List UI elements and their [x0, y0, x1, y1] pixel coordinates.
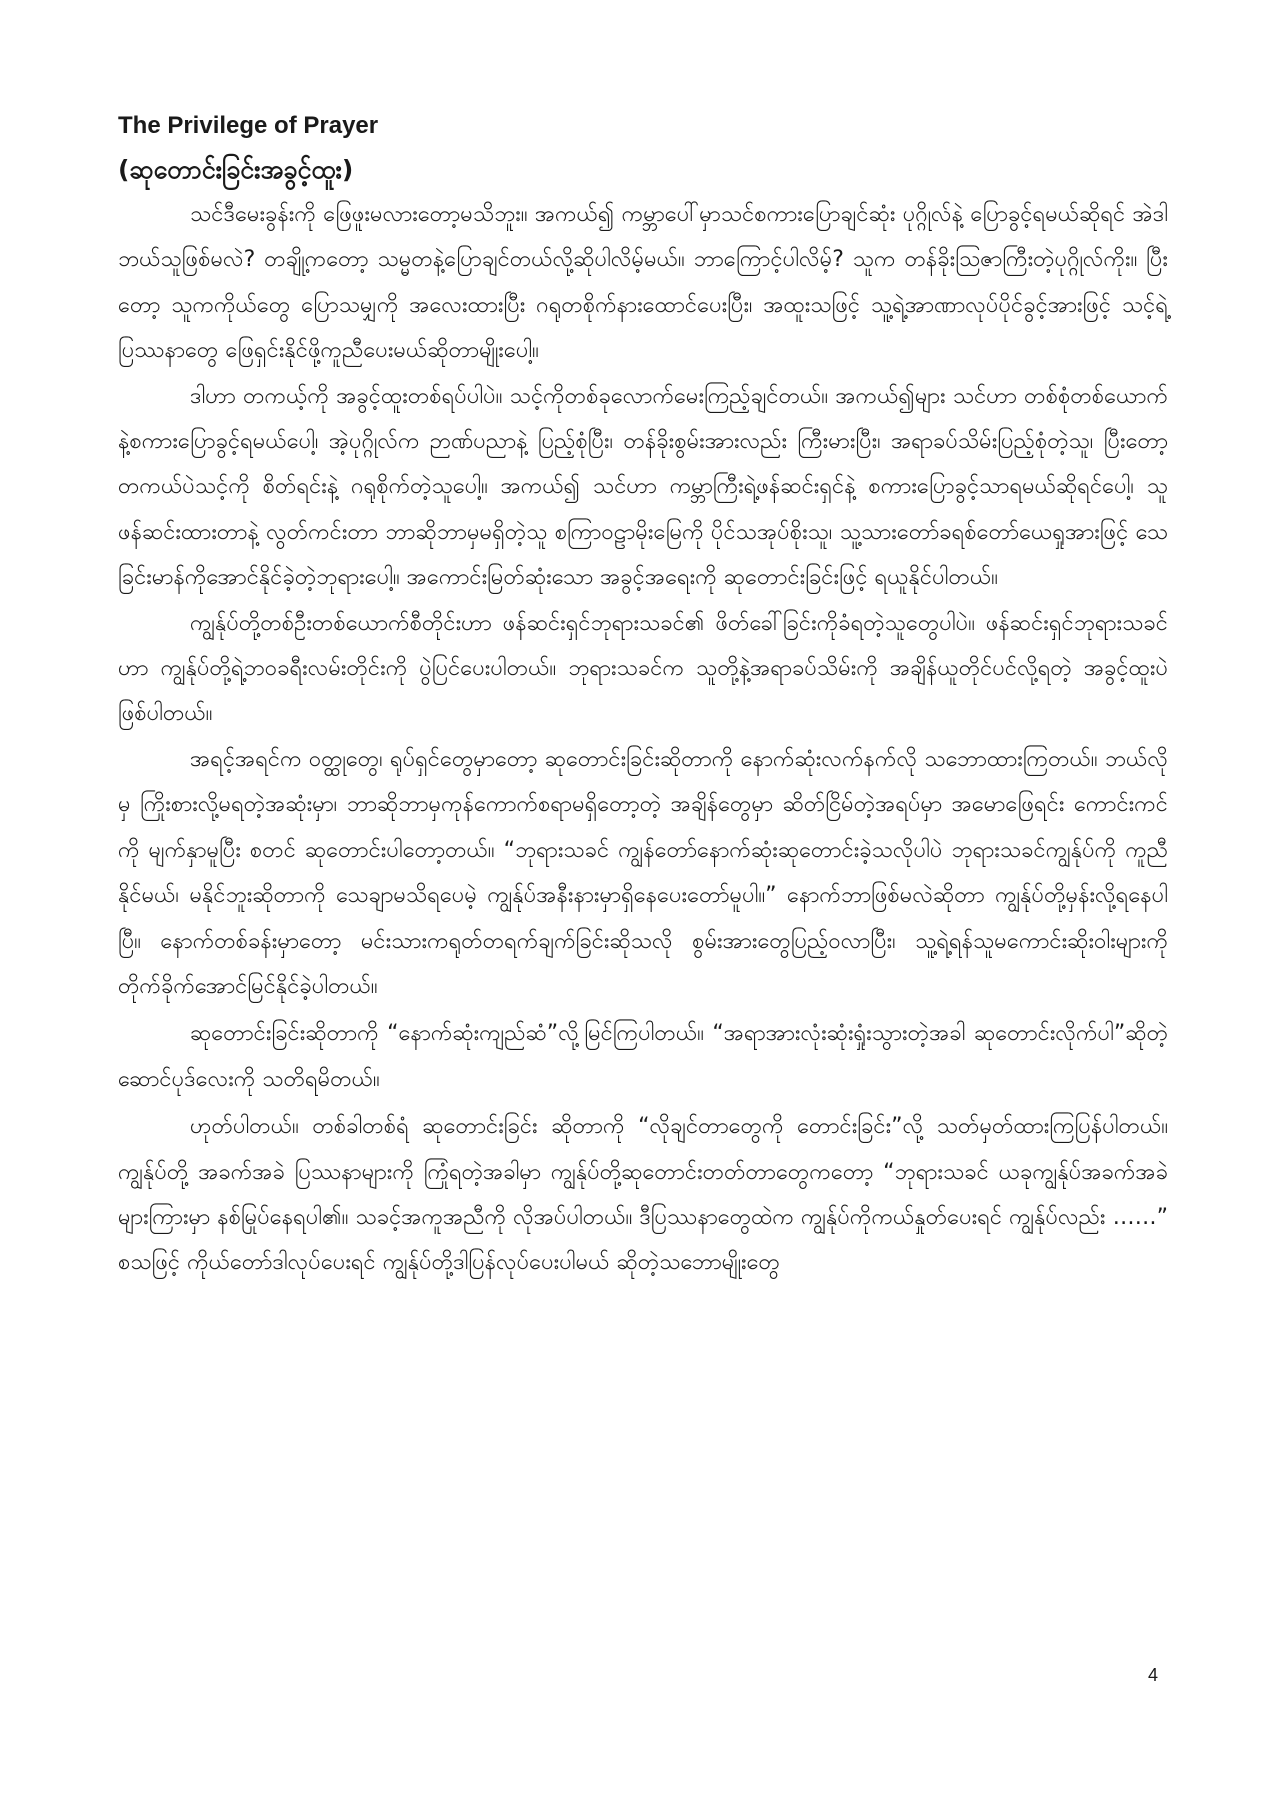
paragraph: ကျွန်ုပ်တို့တစ်ဦးတစ်ယောက်စီတိုင်းဟာ ဖန်ဆင်းရှင်ဘုရားသခင်၏ ဖိတ်ခေါ်ခြင်းကိုခံရတဲ့သူတွေပါပဲ။ ဖန်ဆင်းရှင်ဘုရားသခင်ဟာ ကျွန်ုပ်တို့ရဲ့ဘဝခရီးလမ်းတိုင်းကို ပွဲပြင်ပေးပါတယ်။ ဘုရားသခင်က သူတို့နဲ့အရာခပ်သိမ်းကို အချိန်ယူတိုင်ပင်လို့ရတဲ့ အခွင့်ထူးပဲ ဖြစ်ပါတယ်။ [118, 610, 1168, 727]
page-number: 4 [1148, 1665, 1159, 1685]
paragraph: အရင့်အရင်က ဝတ္ထုတွေ၊ ရုပ်ရှင်တွေမှာတော့ ဆုတောင်းခြင်းဆိုတာကို နောက်ဆုံးလက်နက်လို သဘောထားကြတယ်။ ဘယ်လိုမှ ကြိုးစားလို့မရတဲ့အဆုံးမှာ၊ ဘာဆိုဘာမှကုန်ကောက်စရာမရှိတော့တဲ့ အချိန်တွေမှာ ဆိတ်ငြိမ်တဲ့အရပ်မှာ အမောဖြေရင်း ကောင်းကင်ကို မျက်နှာမူပြီး စတင် ဆုတောင်းပါတော့တယ်။ “ဘုရားသခင် ကျွန်တော်နောက်ဆုံးဆုတောင်းခဲ့သလိုပါပဲ ဘုရားသခင်ကျွန်ုပ်ကို ကူညီနိုင်မယ်၊ မနိုင်ဘူးဆိုတာကို သေချာမသိရပေမဲ့ ကျွန်ုပ်အနီးနားမှာရှိနေပေးတော်မူပါ။” နောက်ဘာဖြစ်မလဲဆိုတာ ကျွန်ုပ်တို့မှန်းလို့ရနေပါပြီ။ နောက်တစ်ခန်းမှာတော့ မင်းသားကရုတ်တရက်ချက်ခြင်းဆိုသလို စွမ်းအားတွေပြည့်ဝလာပြီး၊ သူ့ရဲ့ရန်သူမကောင်းဆိုးဝါးများကို တိုက်ခိုက်အောင်မြင်နိုင်ခဲ့ပါတယ်။ [118, 746, 1168, 999]
paragraph: ဟုတ်ပါတယ်။ တစ်ခါတစ်ရံ ဆုတောင်းခြင်း ဆိုတာကို “လိုချင်တာတွေကို တောင်းခြင်း”လို့ သတ်မှတ်ထားကြပြန်ပါတယ်။ ကျွန်ုပ်တို့ အခက်အခဲ ပြဿနာများကို ကြုံရတဲ့အခါမှာ ကျွန်ုပ်တို့ဆုတောင်းတတ်တာတွေကတော့ “ဘုရားသခင် ယခုကျွန်ုပ်အခက်အခဲများကြားမှာ နစ်မြုပ်နေရပါ၏။ သခင့်အကူအညီကို လိုအပ်ပါတယ်။ ဒီပြဿနာတွေထဲက ကျွန်ုပ်ကိုကယ်နှုတ်ပေးရင် ကျွန်ုပ်လည်း ……” စသဖြင့် ကိုယ်တော်ဒါလုပ်ပေးရင် ကျွန်ုပ်တို့ဒါပြန်လုပ်ပေးပါမယ် ဆိုတဲ့သဘောမျိုးတွေ [118, 1114, 1168, 1276]
paragraph: ဒါဟာ တကယ့်ကို အခွင့်ထူးတစ်ရပ်ပါပဲ။ သင့်ကိုတစ်ခုလောက်မေးကြည့်ချင်တယ်။ အကယ်၍များ သင်ဟာ တစ်စုံတစ်ယောက်နဲ့စကားပြောခွင့်ရမယ်ပေါ့၊ အဲ့ပုဂ္ဂိုလ်က ဉာဏ်ပညာနဲ့ ပြည့်စုံပြီး၊ တန်ခိုးစွမ်းအားလည်း ကြီးမားပြီး၊ အရာခပ်သိမ်းပြည့်စုံတဲ့သူ၊ ပြီးတော့ တကယ်ပဲသင့်ကို စိတ်ရင်းနဲ့ ဂရုစိုက်တဲ့သူပေါ့။ အကယ်၍ သင်ဟာ ကမ္ဘာကြီးရဲ့ဖန်ဆင်းရှင်နဲ့ စကားပြောခွင့်သာရမယ်ဆိုရင်ပေါ့၊ သူဖန်ဆင်းထားတာနဲ့ လွတ်ကင်းတာ ဘာဆိုဘာမှမရှိတဲ့သူ စကြာဝဠာမိုးမြေကို ပိုင်သအုပ်စိုးသူ၊ သူ့သားတော်ခရစ်တော်ယေရှုအားဖြင့် သေခြင်းမာန်ကိုအောင်နိုင်ခဲ့တဲ့ဘုရားပေါ့။ အကောင်းမြတ်ဆုံးသော အခွင့်အရေးကို ဆုတောင်းခြင်းဖြင့် ရယူနိုင်ပါတယ်။ [118, 383, 1168, 591]
document-subtitle: (ဆုတောင်းခြင်းအခွင့်ထူး) [118, 155, 354, 184]
document-page [118, 108, 1168, 1286]
paragraph: သင်ဒီမေးခွန်းကို ဖြေဖူးမလားတော့မသိဘူး။ အကယ်၍ ကမ္ဘာပေါ်မှာသင်စကားပြောချင်ဆုံး ပုဂ္ဂိုလ်နဲ့ ပြောခွင့်ရမယ်ဆိုရင် အဲဒါဘယ်သူဖြစ်မလဲ? တချို့ကတော့ သမ္မတနဲ့ပြောချင်တယ်လို့ဆိုပါလိမ့်မယ်။ ဘာကြောင့်ပါလိမ့်? သူက တန်ခိုးဩဇာကြီးတဲ့ပုဂ္ဂိုလ်ကိုး။ ပြီးတော့ သူကကိုယ်တွေ ပြောသမျှကို အလေးထားပြီး ဂရုတစိုက်နားထောင်ပေးပြီး၊ အထူးသဖြင့် သူ့ရဲ့အာဏာလုပ်ပိုင်ခွင့်အားဖြင့် သင့်ရဲ့ပြဿနာတွေ ဖြေရှင်းနိုင်ဖို့ကူညီပေးမယ်ဆိုတာမျိုးပေါ့။ [118, 202, 1168, 364]
paragraph: ဆုတောင်းခြင်းဆိုတာကို “နောက်ဆုံးကျည်ဆံ”လို့မြင်ကြပါတယ်။ “အရာအားလုံးဆုံးရှုံးသွားတဲ့အခါ ဆုတောင်းလိုက်ပါ”ဆိုတဲ့ ဆောင်ပုဒ်လေးကို သတိရမိတယ်။ [118, 1021, 1168, 1092]
document-title: The Privilege of Prayer [118, 112, 379, 139]
